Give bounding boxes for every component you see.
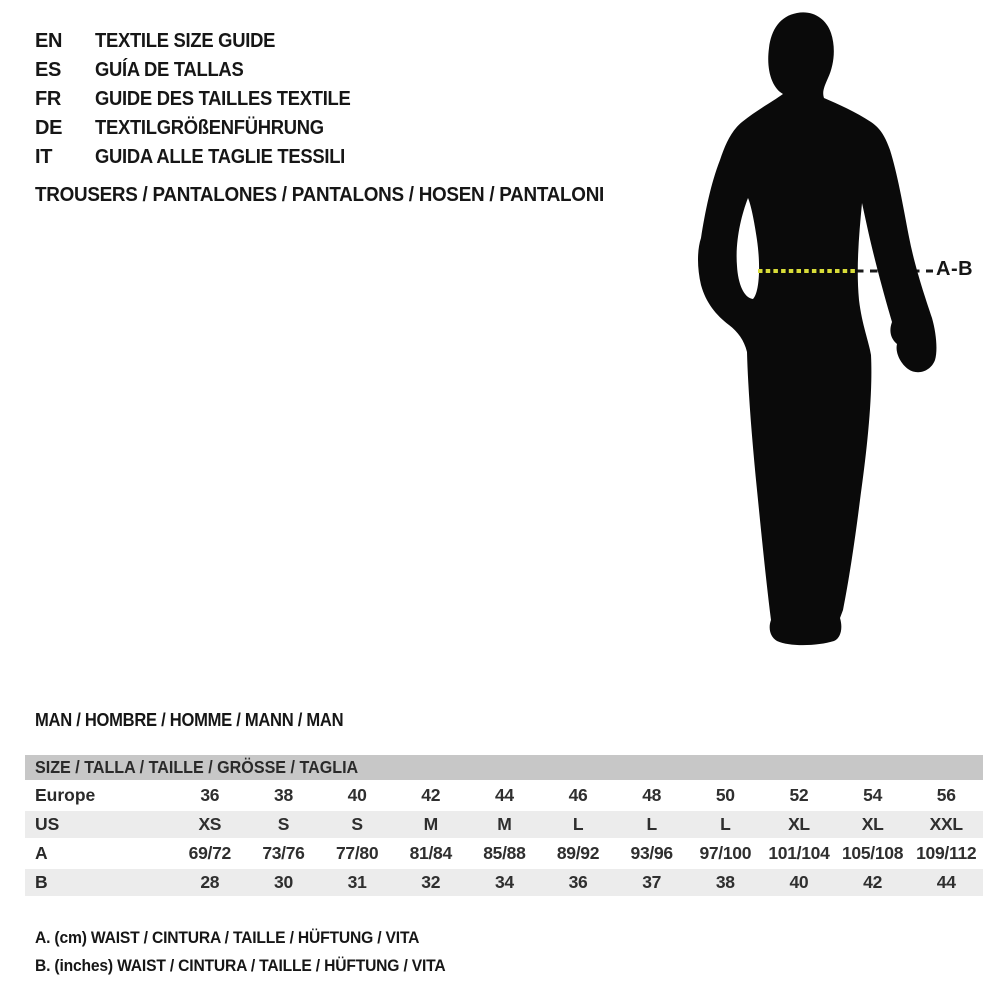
footnote-a: A. (cm) WAIST / CINTURA / TAILLE / HÜFTUNG / VITA (35, 928, 420, 947)
lang-title: GUIDE DES TAILLES TEXTILE (95, 88, 351, 110)
section-title-man: MAN / HOMBRE / HOMME / MANN / MAN (35, 710, 344, 730)
size-cell: 97/100 (699, 843, 752, 863)
row-label: Europe (35, 785, 96, 805)
table-row (25, 867, 983, 896)
footnotes (35, 924, 481, 980)
size-cell: 54 (863, 785, 883, 805)
lang-row-fr (35, 85, 373, 114)
lang-code: ES (35, 59, 62, 81)
size-cell: 93/96 (630, 843, 673, 863)
size-cell: 46 (568, 785, 588, 805)
size-cell: 101/104 (768, 843, 830, 863)
lang-title: GUÍA DE TALLAS (95, 59, 244, 81)
size-cell: S (351, 814, 363, 834)
size-cell: 44 (936, 872, 956, 892)
size-cell: 89/92 (556, 843, 600, 863)
size-table-body (25, 780, 983, 896)
row-label: A (35, 843, 48, 863)
row-label: US (35, 814, 60, 834)
lang-row-en (35, 27, 373, 56)
size-cell: XL (788, 814, 810, 834)
size-cell: 36 (200, 785, 220, 805)
size-cell: 40 (347, 785, 367, 805)
lang-title: TEXTILE SIZE GUIDE (95, 30, 276, 52)
lang-code: DE (35, 117, 63, 139)
size-table (25, 755, 983, 896)
size-cell: XS (198, 814, 222, 834)
size-cell: 56 (936, 785, 956, 805)
size-cell: 50 (715, 785, 735, 805)
size-cell: 105/108 (842, 843, 904, 863)
size-cell: 42 (421, 785, 441, 805)
size-cell: 31 (347, 872, 367, 892)
size-cell: 37 (642, 872, 662, 892)
size-cell: 30 (274, 872, 293, 892)
size-cell: 48 (642, 785, 662, 805)
size-cell: L (646, 814, 657, 834)
size-cell: 38 (274, 785, 293, 805)
footnote-b: B. (inches) WAIST / CINTURA / TAILLE / HÜFTUNG / VITA (35, 956, 446, 975)
size-cell: 52 (789, 785, 809, 805)
size-cell: 109/112 (916, 843, 977, 863)
size-cell: 36 (568, 872, 588, 892)
language-title-block (35, 27, 373, 172)
size-cell: 28 (200, 872, 220, 892)
size-cell: 69/72 (188, 843, 231, 863)
lang-row-it (35, 143, 373, 172)
size-cell: M (497, 814, 512, 834)
size-cell: 40 (789, 872, 809, 892)
size-cell: 38 (715, 872, 735, 892)
measure-label-ab: A-B (936, 258, 974, 280)
size-cell: 73/76 (262, 843, 305, 863)
size-cell: M (423, 814, 438, 834)
row-label: B (35, 872, 48, 892)
size-cell: L (572, 814, 584, 834)
size-cell: S (277, 814, 290, 834)
lang-code: FR (35, 88, 62, 110)
lang-title: GUIDA ALLE TAGLIE TESSILI (95, 146, 346, 168)
size-cell: L (720, 814, 731, 834)
size-cell: 34 (494, 872, 514, 892)
size-cell: 85/88 (483, 843, 526, 863)
size-table-header: SIZE / TALLA / TAILLE / GRÖSSE / TAGLIA (25, 755, 983, 780)
lang-code: IT (35, 146, 53, 168)
size-cell: 44 (494, 785, 514, 805)
size-cell: 77/80 (335, 843, 379, 863)
lang-code: EN (35, 30, 63, 52)
man-silhouette (698, 12, 936, 645)
size-cell: XXL (929, 814, 963, 834)
table-row (25, 838, 983, 867)
size-cell: XL (861, 814, 884, 834)
size-cell: 42 (863, 872, 883, 892)
lang-row-de (35, 114, 373, 143)
garment-title: TROUSERS / PANTALONES / PANTALONS / HOSEN / PANTALONI (35, 183, 605, 206)
size-cell: 81/84 (409, 843, 452, 863)
lang-title: TEXTILGRÖßENFÜHRUNG (95, 117, 324, 139)
lang-row-es (35, 56, 373, 85)
table-row (25, 809, 983, 838)
size-cell: 32 (421, 872, 441, 892)
table-row (25, 780, 983, 809)
